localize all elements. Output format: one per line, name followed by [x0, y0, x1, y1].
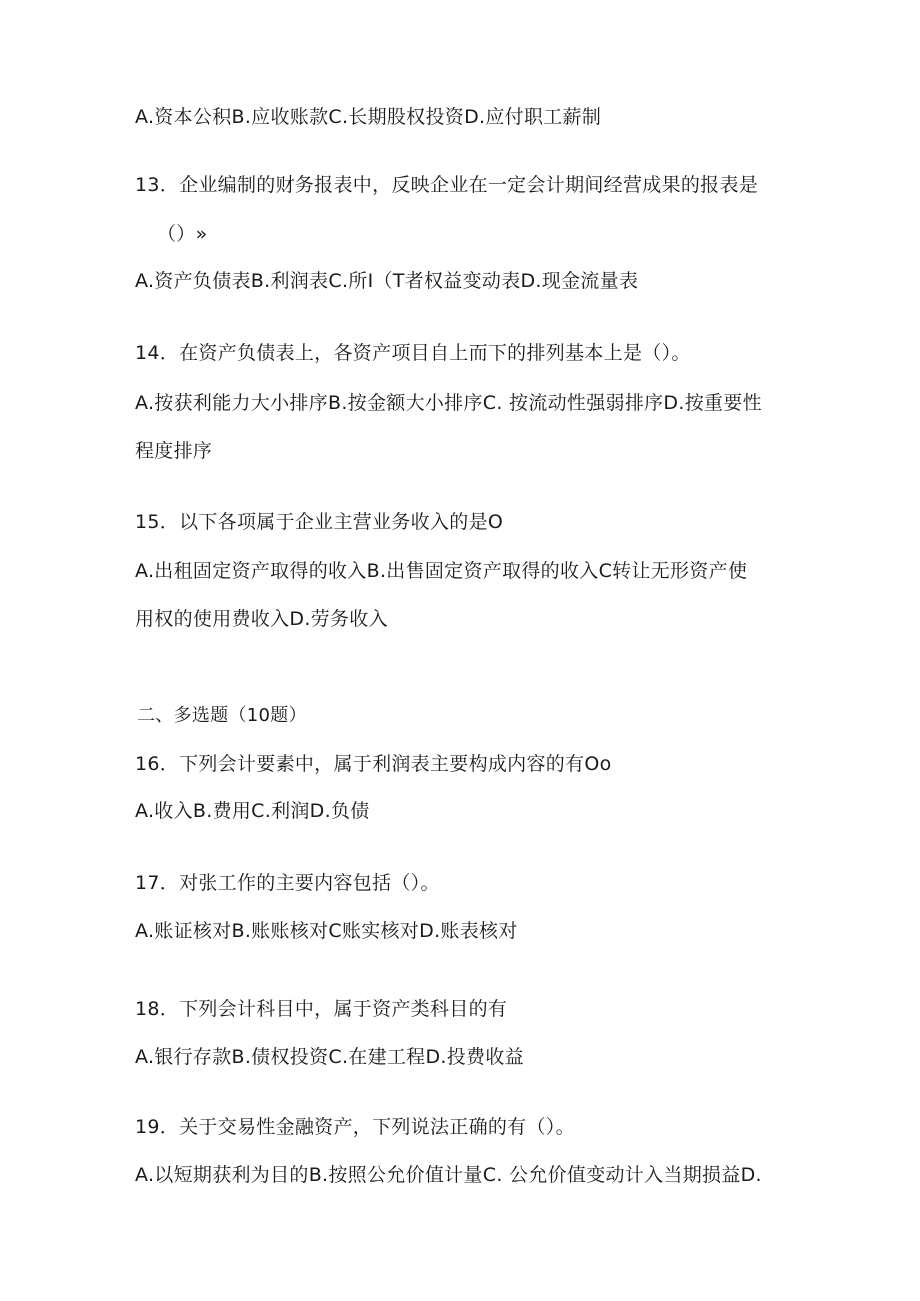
q18-options: A.银行存款B.债权投资C.在建工程D.投费收益: [135, 1046, 524, 1068]
q19-stem: 19．关于交易性金融资产，下列说法正确的有（）。: [135, 1116, 575, 1138]
q17-stem: 17．对张工作的主要内容包括（）。: [135, 872, 440, 894]
q15-options-continued: 用权的使用费收入D.劳务收入: [135, 608, 388, 630]
q16-stem: 16．下列会计要素中，属于利润表主要构成内容的有Oo: [135, 753, 612, 775]
q13-stem: 13．企业编制的财务报表中，反映企业在一定会计期间经营成果的报表是: [135, 174, 759, 196]
q17-options: A.账证核对B.账账核对C账实核对D.账表核对: [135, 920, 518, 942]
section-heading: 二、多选题（10题）: [137, 705, 307, 726]
q12-options: A.资本公积B.应收账款C.长期股权投资D.应付职工薪制: [135, 106, 602, 128]
q14-stem: 14．在资产负债表上，各资产项目自上而下的排列基本上是（）。: [135, 342, 691, 364]
q13-options: A.资产负债表B.利润表C.所I（T者权益变动表D.现金流量表: [135, 270, 639, 292]
q14-options-continued: 程度排序: [135, 440, 213, 462]
q14-options: A.按获利能力大小排序B.按金额大小排序C. 按流动性强弱排序D.按重要性: [135, 392, 762, 414]
q16-options: A.收入B.费用C.利润D.负债: [135, 800, 370, 822]
q19-options: A.以短期获利为目的B.按照公允价值计量C. 公允价值变动计入当期损益D.: [135, 1164, 762, 1186]
q18-stem: 18．下列会计科目中，属于资产类科目的有: [135, 998, 508, 1020]
q13-stem-continued: （）»: [157, 223, 208, 245]
q15-stem: 15．以下各项属于企业主营业务收入的是O: [135, 511, 504, 533]
q15-options: A.出租固定资产取得的收入B.出售固定资产取得的收入C转让无形资产使: [135, 560, 748, 582]
